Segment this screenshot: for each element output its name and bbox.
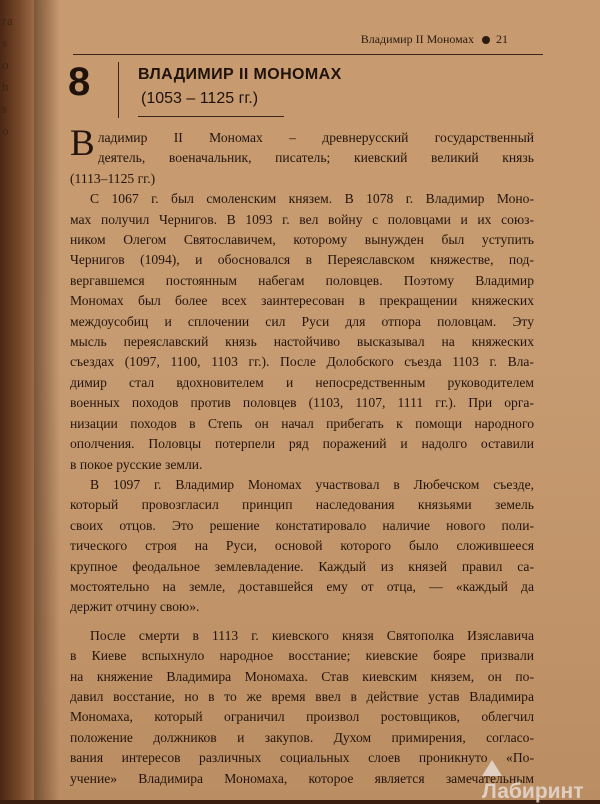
watermark-right bbox=[482, 756, 600, 804]
text-line: тического строя на Руси, основой которого было сложившееся bbox=[70, 538, 534, 554]
text-line: мостоятельно на земле, доставшейся ему от отца, — «каждый да bbox=[70, 578, 534, 594]
text-line: междоусобиц и сплочении сил Руси для отпора половцам. Эту bbox=[70, 313, 534, 329]
text-line: своих отцов. Это решение констатировало наличие нового поли- bbox=[70, 517, 534, 533]
text-line: давил восстание, но в то же время ввел в действие устав Владимира bbox=[70, 688, 534, 704]
text-line: держит отчину свою». bbox=[70, 599, 200, 615]
adjacent-fragment: o bbox=[2, 123, 9, 138]
body-text bbox=[70, 123, 534, 789]
labyrinth-logo-icon bbox=[482, 760, 502, 776]
running-head bbox=[361, 32, 508, 47]
text-line: низации походов в Степь он начал прибегать к помощи народного bbox=[70, 415, 534, 431]
text-line: вания интересов различных социальных слоев проникнуто «По- bbox=[70, 750, 534, 766]
text-line: Мономаха, который ограничил произвол ростовщиков, облегчил bbox=[70, 709, 534, 725]
text-line: димир стал вдохновителем и непосредственным руководителем bbox=[70, 374, 534, 390]
spine-shadow bbox=[34, 0, 60, 800]
chapter-years: (1053 – 1125 гг.) bbox=[141, 90, 259, 107]
paragraph-1 bbox=[70, 123, 534, 189]
text-line: Чернигов (1094), и обосновался в Переяславском княжестве, под- bbox=[70, 252, 534, 268]
adjacent-fragment: o bbox=[2, 57, 9, 72]
text-line: В 1097 г. Владимир Мономах участвовал в Любечском съезде, bbox=[90, 476, 534, 492]
text-line: деятель, военачальник, писатель; киевский великий князь bbox=[97, 150, 534, 166]
text-line: военных походов против половцев (1103, 1107, 1111 гг.). При орга- bbox=[70, 395, 534, 411]
text-line: (1113–1125 гг.) bbox=[70, 170, 156, 186]
text-line: После смерти в 1113 г. киевского князя Святополка Изяславича bbox=[90, 627, 534, 643]
chapter-title: ВЛАДИМИР II МОНОМАХ bbox=[138, 66, 342, 83]
adjacent-page-text bbox=[2, 10, 20, 142]
adjacent-fragment: s bbox=[2, 101, 8, 116]
text-line: положение должников и закупов. Духом примирения, согласо- bbox=[70, 729, 534, 745]
text-line: Мономах был более всех заинтересован в прекращении княжеских bbox=[70, 293, 534, 309]
adjacent-fragment: s bbox=[2, 35, 8, 50]
text-line: на княжение Владимира Мономаха. Став киевским князем, он по- bbox=[70, 668, 534, 684]
text-line: ладимир II Мономах – древнерусский государственный bbox=[97, 130, 534, 145]
text-line: в покое русские земли. bbox=[70, 456, 203, 472]
paragraph-gap bbox=[70, 618, 534, 626]
text-line: вергавшемся постоянным набегам половцев. Поэтому Владимир bbox=[70, 272, 534, 288]
watermark-right-text: Лабиринт bbox=[482, 780, 584, 803]
text-line: крупное феодальное землевладение. Каждый из князей правил са- bbox=[70, 558, 534, 574]
text-line: мысль переяславский князь настойчиво высказывал на княжеских bbox=[70, 334, 534, 350]
chapter-number: 8 bbox=[68, 60, 91, 104]
page-number: 21 bbox=[496, 32, 508, 46]
chapter-divider bbox=[118, 62, 119, 118]
adjacent-fragment: ra bbox=[2, 13, 14, 28]
book-page bbox=[34, 0, 600, 800]
text-line: мах получил Чернигов. В 1093 г. вел войну с половцами и их союз- bbox=[70, 211, 534, 227]
paragraph-3 bbox=[70, 475, 534, 618]
running-title: Владимир II Мономах bbox=[360, 32, 474, 46]
paragraph-2 bbox=[70, 189, 534, 475]
bullet-icon bbox=[482, 36, 490, 44]
text-line: С 1067 г. был смоленским князем. В 1078 г. Владимир Моно- bbox=[90, 191, 534, 207]
text-line: ополчения. Половцы потерпели ряд поражений и надолго оставили bbox=[70, 436, 534, 452]
text-line: учение» Владимира Мономаха, которое является замечательным bbox=[70, 770, 534, 786]
text-line: съездах (1097, 1100, 1103 гг.). После Долобского съезда 1103 г. Вла- bbox=[70, 354, 534, 370]
text-line: в Киеве вспыхнуло народное восстание; киевские бояре призвали bbox=[70, 648, 534, 664]
text-line: ником Олегом Святославичем, которому вынужден был уступить bbox=[70, 232, 534, 248]
header-rule bbox=[73, 54, 543, 55]
text-line: который провозгласил принцип наследования князьями земель bbox=[70, 497, 534, 513]
drop-cap: В bbox=[70, 123, 95, 164]
years-rule bbox=[138, 116, 284, 117]
adjacent-page-edge bbox=[0, 0, 34, 800]
paragraph-4 bbox=[70, 626, 534, 789]
adjacent-fragment: h bbox=[2, 79, 9, 94]
